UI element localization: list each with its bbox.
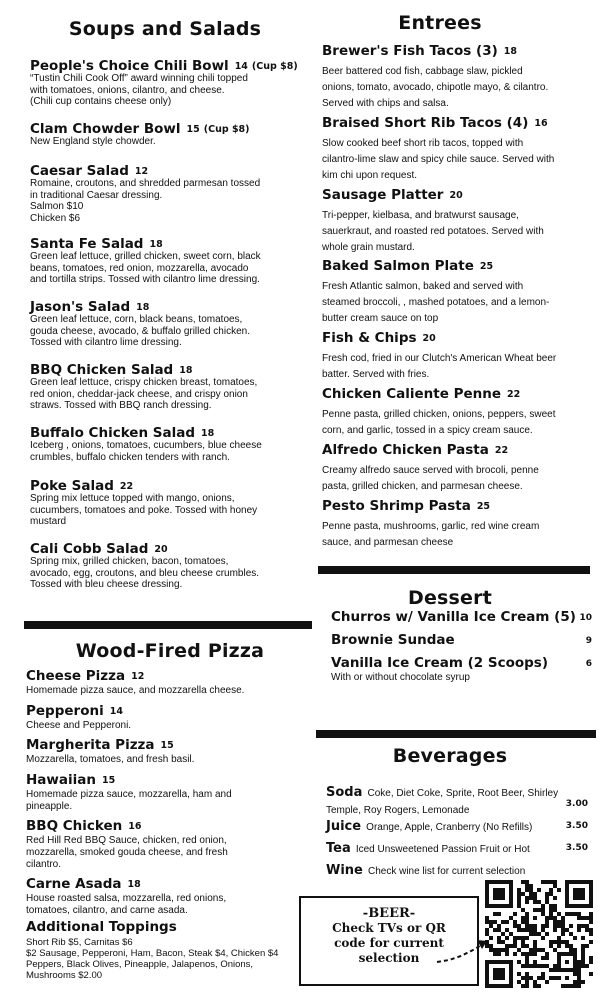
description-line: Fresh Atlantic salmon, baked and served with: [322, 281, 524, 292]
description-line: sauerkraut, and roasted red potatoes. Served with: [322, 225, 544, 237]
beverage-description-line: Temple, Roy Rogers, Lemonade: [326, 805, 470, 816]
dessert-item-name: Brownie Sundae: [331, 632, 455, 648]
menu-item-name: [322, 442, 508, 459]
description-line: red onion, cheddar-jack cheese, and crispy onion: [30, 388, 248, 400]
beverage-item: [326, 859, 566, 878]
item-name-text: Caesar Salad: [30, 163, 129, 179]
item-price: 22: [494, 445, 509, 456]
beverage-item: [326, 781, 566, 816]
menu-item-description: [26, 754, 306, 766]
description-line: crumbles, buffalo chicken tenders with ranch.: [30, 451, 230, 463]
description-line: (Chili cup contains cheese only): [30, 96, 172, 107]
item-price: 16: [534, 118, 548, 129]
dessert-item-name: Vanilla Ice Cream (2 Scoops): [331, 655, 549, 671]
beverage-description: Check wine list for current selection: [367, 866, 526, 877]
dessert-item-price: 6: [585, 659, 592, 669]
description-line: Red Hill Red BBQ Sauce, chicken, red onion,: [26, 835, 227, 846]
menu-item-description: [30, 251, 305, 286]
description-line: corn, and garlic, tossed in a spicy cream sauce.: [322, 424, 533, 436]
description-line: Homemade pizza sauce, mozzarella, ham and: [26, 789, 232, 800]
menu-item-description: [26, 789, 306, 813]
beverage-name: Tea: [326, 841, 351, 856]
beverage-price: 3.50: [565, 843, 588, 853]
qr-code-icon[interactable]: [485, 880, 593, 988]
description-line: Iceberg , onions, tomatoes, cucumbers, blue cheese: [30, 440, 262, 451]
item-name-text: Poke Salad: [30, 478, 114, 494]
description-line: sauce, and parmesan cheese: [322, 536, 454, 548]
menu-item-name: [26, 737, 174, 754]
item-name-text: Jason's Salad: [30, 299, 131, 315]
item-name-text: Hawaiian: [26, 772, 96, 788]
menu-item-description: [322, 463, 587, 495]
item-name-text: Carne Asada: [26, 876, 122, 892]
item-name-text: Margherita Pizza: [26, 737, 155, 753]
menu-item-description: [322, 136, 587, 183]
item-cup-price: (Cup $8): [251, 61, 298, 72]
description-line: mustard: [30, 516, 67, 527]
item-price: 18: [179, 365, 193, 376]
menu-item-description: [30, 556, 305, 591]
description-line: kim chi upon request.: [322, 169, 418, 181]
toppings-text: [26, 937, 306, 981]
description-line: beans, tomatoes, red onion, mozzarella, avocado: [30, 262, 249, 274]
menu-item-description: [26, 720, 306, 732]
entrees-title: Entrees: [398, 12, 482, 34]
description-line: butter cream sauce on top: [322, 312, 439, 324]
description-line: Spring mix lettuce topped with mango, onions,: [30, 493, 235, 504]
description-line: Green leaf lettuce, corn, black beans, tomatoes,: [30, 314, 243, 325]
menu-item-name: [322, 330, 436, 347]
item-name-text: Cheese Pizza: [26, 668, 126, 684]
description-line: with tomatoes, onions, cilantro, and cheese.: [30, 84, 225, 96]
description-line: steamed broccoli, , mashed potatoes, and a lemon-: [322, 296, 550, 308]
description-line: Penne pasta, grilled chicken, onions, peppers, sweet: [322, 409, 556, 420]
menu-item-name: [322, 187, 463, 204]
item-price: 16: [128, 821, 142, 832]
beverage-description: Iced Unsweetened Passion Fruit or Hot: [355, 844, 530, 855]
dessert-title: Dessert: [407, 587, 492, 609]
divider-bar-beverages: [316, 730, 596, 738]
item-price: 25: [476, 501, 491, 512]
description-line: Tossed with cilantro lime dressing.: [30, 337, 182, 348]
description-line: Green leaf lettuce, crispy chicken breast, tomatoes,: [30, 377, 258, 388]
menu-item-description: [322, 208, 587, 255]
item-price: 15: [101, 775, 116, 786]
beer-line: code for current: [334, 936, 444, 950]
item-price: 15: [160, 740, 174, 751]
item-price: 14: [234, 61, 248, 72]
item-name-text: People's Choice Chili Bowl: [30, 58, 229, 74]
item-name-text: Clam Chowder Bowl: [30, 121, 181, 137]
item-price: 14: [109, 706, 123, 717]
description-line: Served with chips and salsa.: [322, 97, 449, 109]
toppings-line: Mushrooms $2.00: [26, 970, 103, 981]
beverage-name: Wine: [326, 863, 363, 878]
description-line: whole grain mustard.: [322, 241, 415, 253]
description-line: Fresh cod, fried in our Clutch's American Wheat beer: [322, 353, 557, 364]
description-line: pineapple.: [26, 801, 73, 812]
menu-item-description: [30, 440, 305, 463]
item-cup-price: (Cup $8): [203, 124, 250, 135]
description-line: Tossed with bleu cheese dressing.: [30, 579, 183, 590]
description-line: tomatoes, cilantro, and carne asada.: [26, 905, 188, 916]
menu-item-name: [322, 258, 493, 275]
description-line: pasta, grilled chicken, and parmesan cheese.: [322, 480, 523, 492]
menu-item-description: [30, 493, 305, 528]
item-price: 22: [119, 481, 134, 492]
item-name-text: Santa Fe Salad: [30, 236, 144, 252]
beer-line: selection: [358, 951, 420, 965]
description-line: Salmon $10: [30, 201, 84, 212]
dessert-item-price: 10: [579, 613, 592, 623]
dessert-item-name: Churros w/ Vanilla Ice Cream (5): [331, 609, 576, 625]
item-price: 18: [136, 302, 150, 313]
menu-item-description: [30, 178, 305, 224]
beverage-description: Orange, Apple, Cranberry (No Refills): [366, 822, 533, 833]
beverage-name: Soda: [326, 785, 363, 800]
item-price: 15: [186, 124, 200, 135]
description-line: Creamy alfredo sauce served with brocoli, penne: [322, 465, 539, 476]
item-name-text: Buffalo Chicken Salad: [30, 425, 196, 441]
menu-item-description: [30, 73, 305, 108]
toppings-title: Additional Toppings: [26, 919, 177, 935]
item-name-text: BBQ Chicken Salad: [30, 362, 174, 378]
item-price: 12: [134, 166, 149, 177]
item-name-text: BBQ Chicken: [26, 818, 123, 834]
item-price: 12: [131, 671, 145, 682]
beer-line: Check TVs or QR: [332, 921, 446, 935]
description-line: Green leaf lettuce, grilled chicken, sweet corn, black: [30, 251, 261, 262]
beverage-item: [326, 815, 566, 834]
description-line: gouda cheese, avocado, & buffalo grilled chicken.: [30, 325, 250, 337]
dessert-item-price: 9: [585, 636, 592, 646]
menu-item-description: [30, 136, 305, 148]
menu-item-description: [322, 351, 587, 383]
description-line: batter. Served with fries.: [322, 368, 430, 380]
description-line: Slow cooked beef short rib tacos, topped with: [322, 138, 524, 149]
item-name-text: Chicken Caliente Penne: [322, 386, 502, 402]
menu-item-name: [26, 703, 123, 720]
description-line: Romaine, croutons, and shredded parmesan tossed: [30, 178, 261, 189]
item-name-text: Braised Short Rib Tacos (4): [322, 115, 529, 131]
description-line: Mozzarella, tomatoes, and fresh basil.: [26, 754, 195, 765]
description-line: and tortilla strips. Tossed with cilantro lime dressing.: [30, 274, 260, 285]
menu-item-description: [322, 519, 587, 551]
description-line: Beer battered cod fish, cabbage slaw, pickled: [322, 66, 523, 77]
item-name-text: Fish & Chips: [322, 330, 417, 346]
item-price: 20: [422, 333, 436, 344]
item-name-text: Sausage Platter: [322, 187, 444, 203]
item-name-text: Brewer's Fish Tacos (3): [322, 43, 498, 59]
menu-item-name: [322, 498, 490, 515]
toppings-line: Peppers, Black Olives, Pineapple, Jalapenos, Onions,: [26, 959, 254, 970]
item-name-text: Pesto Shrimp Pasta: [322, 498, 471, 514]
item-name-text: Pepperoni: [26, 703, 104, 719]
description-line: mozzarella, smoked gouda cheese, and fresh: [26, 847, 228, 858]
beer-title: -BEER-: [362, 906, 416, 921]
menu-item-name: [322, 115, 548, 132]
menu-item-name: [26, 876, 141, 893]
item-price: 18: [201, 428, 215, 439]
description-line: Homemade pizza sauce, and mozzarella cheese.: [26, 685, 245, 696]
beverage-item: [326, 837, 566, 856]
menu-item-description: [322, 64, 587, 111]
menu-item-description: [26, 835, 306, 871]
dessert-item-note: With or without chocolate syrup: [331, 672, 470, 683]
menu-item-name: [26, 668, 144, 685]
toppings-line: Short Rib $5, Carnitas $6: [26, 937, 133, 948]
description-line: avocado, egg, croutons, and bleu cheese crumbles.: [30, 567, 260, 579]
beverage-name: Juice: [326, 819, 362, 834]
menu-item-name: [322, 43, 517, 60]
divider-bar-dessert: [318, 566, 590, 574]
menu-item-name: [26, 772, 115, 789]
item-price: 18: [149, 239, 163, 250]
item-price: 20: [449, 190, 463, 201]
description-line: Chicken $6: [30, 212, 81, 224]
item-price: 22: [507, 389, 521, 400]
description-line: House roasted salsa, mozzarella, red onions,: [26, 893, 227, 904]
menu-item-description: [26, 685, 306, 697]
description-line: straws. Tossed with BBQ ranch dressing.: [30, 400, 212, 411]
item-price: 18: [503, 46, 518, 57]
menu-item-name: [322, 386, 520, 403]
item-price: 18: [127, 879, 141, 890]
description-line: in traditional Caesar dressing.: [30, 189, 163, 201]
arrow-icon: [435, 936, 490, 966]
menu-item-description: [26, 893, 306, 917]
soups-title: Soups and Salads: [68, 18, 262, 40]
item-name-text: Cali Cobb Salad: [30, 541, 149, 557]
beverages-title: Beverages: [392, 745, 508, 767]
description-line: Penne pasta, mushrooms, garlic, red wine cream: [322, 521, 540, 532]
menu-item-name: [26, 818, 142, 835]
description-line: New England style chowder.: [30, 136, 156, 147]
item-name-text: Baked Salmon Plate: [322, 258, 474, 274]
menu-item-description: [322, 279, 587, 326]
description-line: cilantro.: [26, 859, 62, 870]
description-line: cucumbers, tomatoes and poke. Tossed with honey: [30, 504, 258, 516]
menu-item-description: [322, 407, 587, 439]
description-line: onions, tomato, avocado, chipotle mayo, & cilantro.: [322, 81, 549, 93]
description-line: “Tustin Chili Cook Off” award winning chili topped: [30, 73, 248, 84]
item-name-text: Alfredo Chicken Pasta: [322, 442, 489, 458]
beverage-price: 3.50: [565, 821, 588, 831]
beverage-price: 3.00: [565, 799, 588, 809]
item-price: 25: [479, 261, 494, 272]
menu-item-description: [30, 314, 305, 349]
menu-item-description: [30, 377, 305, 412]
toppings-line: $2 Sausage, Pepperoni, Ham, Bacon, Steak $4, Chicken $4: [26, 948, 279, 959]
divider-bar-pizza: [24, 621, 312, 629]
description-line: cilantro-lime slaw and spicy chile sauce. Served with: [322, 153, 555, 165]
description-line: Spring mix, grilled chicken, bacon, tomatoes,: [30, 556, 229, 567]
item-price: 20: [154, 544, 168, 555]
pizza-title: Wood-Fired Pizza: [75, 640, 265, 662]
beverage-description: Coke, Diet Coke, Sprite, Root Beer, Shirley: [367, 788, 559, 799]
description-line: Tri-pepper, kielbasa, and bratwurst sausage,: [322, 210, 519, 221]
description-line: Cheese and Pepperoni.: [26, 720, 132, 731]
